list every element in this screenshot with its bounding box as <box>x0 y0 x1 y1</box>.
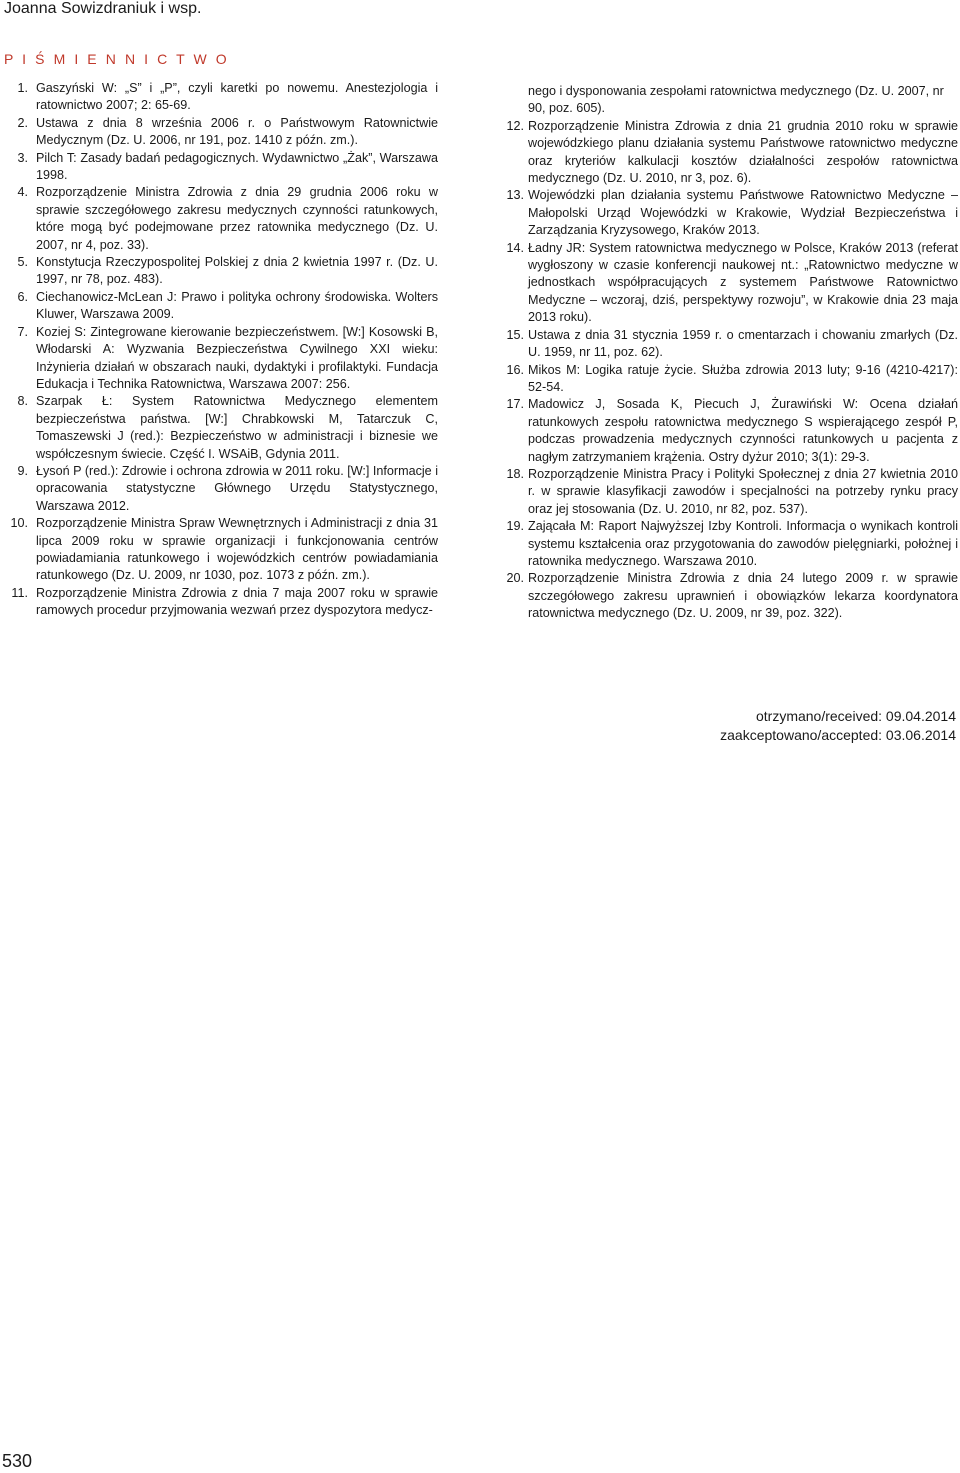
reference-number: 11. <box>11 585 28 600</box>
reference-item <box>6 515 438 585</box>
reference-item <box>6 393 438 463</box>
reference-item <box>6 254 438 289</box>
reference-text: Zającała M: Raport Najwyższej Izby Kontroli. Informacja o wynikach kontroli systemu kształcenia oraz przygotowania do zawodów pielęgniarki, położnej i ratownika medycznego. Warszawa 2010. <box>528 519 958 568</box>
reference-text: Rozporządzenie Ministra Zdrowia z dnia 21 grudnia 2010 roku w sprawie wojewódzkiego planu działania systemu Państwowe ratownictwo medyczne oraz kryteriów kalkulacji kosztów działalności zespołów ratownictwa medycznego (Dz. U. 2010, nr 3, poz. 6). <box>528 118 958 186</box>
reference-item <box>6 324 438 394</box>
accepted-date: zaakceptowano/accepted: 03.06.2014 <box>720 727 956 743</box>
reference-number: 17. <box>506 397 524 412</box>
references-left-column <box>6 80 438 620</box>
reference-number: 2. <box>17 115 28 130</box>
reference-text: Szarpak Ł: System Ratownictwa Medycznego elementem bezpieczeństwa państwa. [W:] Chrabkowski M, Tatarczuk C, Tomaszewski J (red.): Bezpieczeństwo w administracji i biznesie we współczesnym świecie. Część I. WSAiB, Gdynia 2011. <box>36 394 438 461</box>
reference-item <box>498 570 958 622</box>
reference-number: 9. <box>17 463 28 478</box>
reference-text: Mikos M: Logika ratuje życie. Służba zdrowia 2013 luty; 9-16 (4210-4217): 52-54. <box>528 362 958 394</box>
reference-number: 15. <box>506 327 524 342</box>
references-right-column <box>498 83 958 623</box>
reference-item <box>6 150 438 185</box>
reference-text: Łysoń P (red.): Zdrowie i ochrona zdrowia w 2011 roku. [W:] Informacje i opracowania statystyczne Głównego Urzędu Statystycznego, Warszawa 2012. <box>36 463 438 513</box>
page-number: 530 <box>2 1451 33 1471</box>
reference-text: Koziej S: Zintegrowane kierowanie bezpieczeństwem. [W:] Kosowski B, Włodarski A: Wyzwania Bezpieczeństwa Cywilnego XXI wieku: Inżynieria działań w obszarach nauki, dydaktyki i profilaktyki. Fundacja Edukacja i Technika Ratownictwa, Warszawa 2007: 256. <box>36 324 438 391</box>
reference-number: 5. <box>17 255 28 270</box>
reference-text: Pilch T: Zasady badań pedagogicznych. Wydawnictwo „Żak”, Warszawa 1998. <box>36 150 438 183</box>
reference-number: 4. <box>17 185 28 200</box>
reference-item <box>498 187 958 239</box>
received-date: otrzymano/received: 09.04.2014 <box>755 708 956 724</box>
reference-item <box>498 240 958 327</box>
reference-text: Rozporządzenie Ministra Zdrowia z dnia 29 grudnia 2006 roku w sprawie szczegółowego zakresu medycznych czynności ratunkowych, które mogą być podejmowane przez ratownika medycznego (Dz. U. 2007, nr 4, poz. 33). <box>36 185 438 252</box>
running-head: Joanna Sowizdraniuk i wsp. <box>4 0 202 17</box>
reference-item <box>498 327 958 362</box>
reference-text: Konstytucja Rzeczypospolitej Polskiej z dnia 2 kwietnia 1997 r. (Dz. U. 1997, nr 78, poz. 483). <box>36 255 438 287</box>
reference-text: Rozporządzenie Ministra Zdrowia z dnia 24 lutego 2009 r. w sprawie szczegółowego zakresu uprawnień i obowiązków lekarza koordynatora ratownictwa medycznego (Dz. U. 2009, nr 39, poz. 322). <box>528 571 958 621</box>
reference-number: 14. <box>506 240 524 255</box>
reference-number: 7. <box>17 324 28 339</box>
reference-item <box>498 118 958 188</box>
reference-number: 1. <box>17 81 28 95</box>
reference-text: Rozporządzenie Ministra Zdrowia z dnia 7 maja 2007 roku w sprawie ramowych procedur przyjmowania wezwań przez dyspozytora medycz- <box>36 585 438 618</box>
reference-item <box>6 115 438 150</box>
reference-number: 3. <box>17 150 28 165</box>
article-dates <box>720 707 956 745</box>
reference-text: Gaszyński W: „S” i „P”, czyli karetki po nowemu. Anestezjologia i ratownictwo 2007; 2: 65-69. <box>36 81 438 113</box>
reference-11-continuation: nego i dysponowania zespołami ratownictwa medycznego (Dz. U. 2007, nr 90, poz. 605). <box>528 84 944 116</box>
reference-text: Rozporządzenie Ministra Spraw Wewnętrznych i Administracji z dnia 31 lipca 2009 roku w sprawie organizacji i funkcjonowania centrów powiadamiania ratunkowego i wojewódzkich centrów powiadamiania ratunkowego (Dz. U. 2009, nr 1030, poz. 1073 z późn. zm.). <box>36 516 438 583</box>
reference-item <box>498 396 958 466</box>
reference-text: Wojewódzki plan działania systemu Państwowe Ratownictwo Medyczne – Małopolski Urząd Wojewódzki w Krakowie, Wydział Bezpieczeństwa i Zarządzania Kryzysowego, Kraków 2013. <box>528 188 958 238</box>
reference-text: Rozporządzenie Ministra Pracy i Polityki Społecznej z dnia 27 kwietnia 2010 r. w sprawie klasyfikacji zawodów i specjalności na potrzeby rynku pracy oraz jej stosowania (Dz. U. 2010, nr 82, poz. 537). <box>528 466 958 516</box>
reference-number: 13. <box>506 188 524 203</box>
reference-number: 20. <box>506 571 524 586</box>
reference-number: 12. <box>506 118 524 133</box>
reference-text: Ładny JR: System ratownictwa medycznego w Polsce, Kraków 2013 (referat wygłoszony w czasie konferencji naukowej nt.: „Ratownictwo medyczne w jednostkach współpracujących z systemem Państwowe Ratownictwo Medyczne – wczoraj, dziś, perspektywy rozwoju”, w Krakowie dnia 23 maja 2013 roku). <box>528 240 958 325</box>
reference-item <box>6 80 438 115</box>
reference-number: 6. <box>17 289 28 304</box>
reference-text: Ustawa z dnia 8 września 2006 r. o Państwowym Ratownictwie Medycznym (Dz. U. 2006, nr 191, poz. 1410 z późn. zm.). <box>36 115 438 148</box>
reference-item <box>6 585 438 620</box>
reference-number: 8. <box>17 394 28 409</box>
reference-text: Ciechanowicz-McLean J: Prawo i polityka ochrony środowiska. Wolters Kluwer, Warszawa 2009. <box>36 289 438 322</box>
reference-text: Madowicz J, Sosada K, Piecuch J, Żurawiński W: Ocena działań ratunkowych zespołu ratownictwa medycznego S wspierającego zespół P, podczas prowadzenia medycznych czynności ratunkowych u pacjenta z nagłym zatrzymaniem krążenia. Ostry dyżur 2010; 3(1): 29-3. <box>528 397 958 464</box>
reference-item <box>6 463 438 515</box>
reference-item <box>498 466 958 518</box>
reference-item <box>6 184 438 254</box>
reference-item <box>498 362 958 397</box>
reference-text: Ustawa z dnia 31 stycznia 1959 r. o cmentarzach i chowaniu zmarłych (Dz. U. 1959, nr 11, poz. 62). <box>528 327 958 360</box>
reference-number: 18. <box>506 466 524 481</box>
reference-number: 16. <box>506 362 524 377</box>
references-heading: P I Ś M I E N N I C T W O <box>4 51 230 67</box>
reference-number: 19. <box>506 519 524 534</box>
reference-number: 10. <box>10 516 28 531</box>
reference-item <box>498 518 958 570</box>
reference-item <box>6 289 438 324</box>
